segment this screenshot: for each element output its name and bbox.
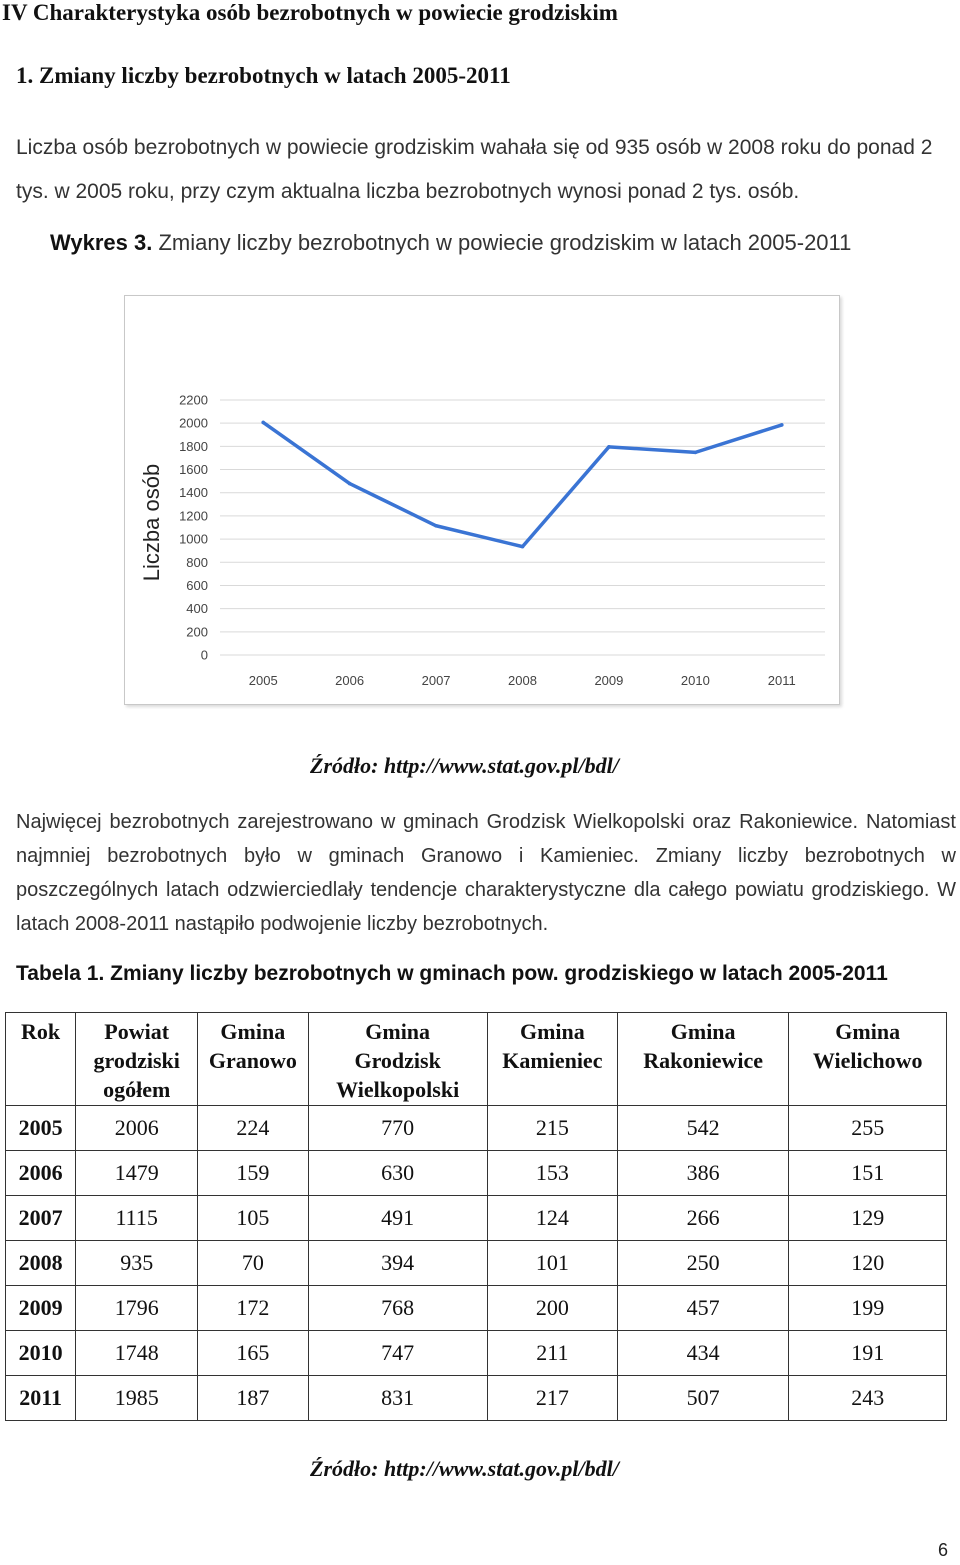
x-tick-label: 2007	[421, 673, 451, 688]
x-tick-label: 2006	[335, 673, 365, 688]
table-cell: 457	[617, 1286, 788, 1331]
table-cell: 394	[308, 1241, 487, 1286]
subsection-title: 1. Zmiany liczby bezrobotnych w latach 2005-2011	[16, 63, 511, 88]
table-header-line: Rok	[21, 1019, 61, 1044]
table-cell: 831	[308, 1376, 487, 1421]
table-cell: 187	[198, 1376, 308, 1421]
table-header-0	[6, 1013, 76, 1106]
table-header-row	[6, 1013, 947, 1106]
table-cell: 129	[789, 1196, 947, 1241]
table-cell-year: 2009	[6, 1286, 76, 1331]
table-cell: 151	[789, 1151, 947, 1196]
x-tick-label: 2011	[767, 673, 796, 688]
y-tick-label: 1600	[179, 462, 208, 478]
table-cell-year: 2011	[6, 1376, 76, 1421]
line-chart	[125, 296, 838, 703]
y-tick-label: 2200	[179, 392, 208, 408]
table-header-line: Gmina	[835, 1019, 901, 1044]
table-cell: 124	[487, 1196, 617, 1241]
section-title: IV Charakterystyka osób bezrobotnych w powiecie grodziskim	[2, 0, 618, 25]
table-cell: 1985	[76, 1376, 198, 1421]
table-header-line: Grodzisk	[354, 1048, 441, 1073]
table-header-line: ogółem	[103, 1077, 171, 1102]
data-point	[434, 524, 438, 528]
table-header-line: Granowo	[208, 1048, 297, 1073]
table-header-6	[789, 1013, 947, 1106]
table-body	[6, 1106, 947, 1421]
table-header-1	[76, 1013, 198, 1106]
table-row	[6, 1241, 947, 1286]
chart-frame	[124, 295, 840, 705]
table-cell-year: 2007	[6, 1196, 76, 1241]
x-tick-label: 2009	[594, 673, 624, 688]
y-tick-label: 1400	[179, 485, 208, 501]
table-cell: 101	[487, 1241, 617, 1286]
table-cell: 747	[308, 1331, 487, 1376]
table-cell: 2006	[76, 1106, 198, 1151]
unemployment-table	[5, 1012, 947, 1421]
table-cell: 1748	[76, 1331, 198, 1376]
table-row	[6, 1106, 947, 1151]
chart-caption-text: Zmiany liczby bezrobotnych w powiecie grodziskim w latach 2005-2011	[158, 230, 852, 255]
table-row	[6, 1331, 947, 1376]
table-header-5	[617, 1013, 788, 1106]
table-cell: 507	[617, 1376, 788, 1421]
table-header-line: Wielkopolski	[336, 1077, 460, 1102]
table-cell: 105	[198, 1196, 308, 1241]
table-header-line: Gmina	[220, 1019, 286, 1044]
table-header-line: Gmina	[365, 1019, 431, 1044]
table-cell: 768	[308, 1286, 487, 1331]
table-cell: 211	[487, 1331, 617, 1376]
y-axis-label: Liczba osób	[139, 463, 164, 582]
table-header-line: Gmina	[519, 1019, 585, 1044]
data-point	[780, 423, 784, 427]
table-cell: 1479	[76, 1151, 198, 1196]
table-cell: 191	[789, 1331, 947, 1376]
table-title: Tabela 1. Zmiany liczby bezrobotnych w gminach pow. grodziskiego w latach 2005-2011	[16, 962, 888, 985]
table-header-3	[308, 1013, 487, 1106]
table-cell: 199	[789, 1286, 947, 1331]
data-point	[261, 421, 265, 425]
y-tick-label: 400	[186, 601, 208, 617]
series-line	[263, 422, 782, 546]
y-tick-label: 1000	[179, 531, 208, 547]
y-tick-label: 200	[186, 624, 208, 640]
table-header-line: grodziski	[93, 1048, 180, 1073]
paragraph-gminy: Najwięcej bezrobotnych zarejestrowano w gminach Grodzisk Wielkopolski oraz Rakoniewice. Natomiast najmniej bezrobotnych było w gminach Granowo i Kamieniec. Zmiany liczby bezrobotnych w poszczególnych latach odzwierciedlały tendencje charakterystyczne dla całego powiatu grodziskiego. W latach 2008-2011 nastąpiło podwojenie liczby bezrobotnych.	[16, 811, 956, 935]
table-header-line: Rakoniewice	[643, 1048, 764, 1073]
table-header-line: Powiat	[104, 1019, 170, 1044]
table-row	[6, 1376, 947, 1421]
table-cell: 1115	[76, 1196, 198, 1241]
table-cell: 250	[617, 1241, 788, 1286]
table-header-2	[198, 1013, 308, 1106]
table-header-4	[487, 1013, 617, 1106]
table-header-line: Kamieniec	[502, 1048, 603, 1073]
table-cell: 1796	[76, 1286, 198, 1331]
table-cell: 159	[198, 1151, 308, 1196]
chart-source: Źródło: http://www.stat.gov.pl/bdl/	[310, 753, 619, 778]
table-cell: 200	[487, 1286, 617, 1331]
page-number: 6	[937, 1540, 948, 1560]
y-tick-label: 800	[186, 554, 208, 570]
table-cell: 215	[487, 1106, 617, 1151]
table-cell: 120	[789, 1241, 947, 1286]
data-point	[521, 545, 525, 549]
table-cell: 153	[487, 1151, 617, 1196]
table-row	[6, 1286, 947, 1331]
y-tick-label: 1200	[179, 508, 208, 524]
data-point	[607, 445, 611, 449]
table-cell: 70	[198, 1241, 308, 1286]
paragraph-intro: Liczba osób bezrobotnych w powiecie grodziskim wahała się od 935 osób w 2008 roku do ponad 2 tys. w 2005 roku, przy czym aktualna liczba bezrobotnych wynosi ponad 2 tys. osób.	[16, 136, 933, 203]
table-cell-year: 2008	[6, 1241, 76, 1286]
table-source: Źródło: http://www.stat.gov.pl/bdl/	[310, 1456, 619, 1481]
table-cell: 630	[308, 1151, 487, 1196]
table-cell: 935	[76, 1241, 198, 1286]
y-tick-label: 2000	[179, 415, 208, 431]
table-row	[6, 1151, 947, 1196]
table-row	[6, 1196, 947, 1241]
table-cell: 266	[617, 1196, 788, 1241]
table-cell: 217	[487, 1376, 617, 1421]
x-tick-label: 2005	[248, 673, 278, 688]
table-cell: 386	[617, 1151, 788, 1196]
table-cell-year: 2010	[6, 1331, 76, 1376]
table-cell-year: 2006	[6, 1151, 76, 1196]
y-tick-label: 1800	[179, 438, 208, 454]
table-cell: 491	[308, 1196, 487, 1241]
y-tick-label: 0	[200, 647, 208, 663]
table-header-line: Gmina	[670, 1019, 736, 1044]
table-cell: 165	[198, 1331, 308, 1376]
table-header-line: Wielichowo	[812, 1048, 923, 1073]
x-tick-label: 2010	[680, 673, 710, 688]
x-tick-label: 2008	[508, 673, 537, 688]
data-point	[694, 451, 698, 455]
table-cell-year: 2005	[6, 1106, 76, 1151]
y-tick-label: 600	[186, 577, 208, 593]
data-point	[348, 482, 352, 486]
table-cell: 172	[198, 1286, 308, 1331]
table-cell: 255	[789, 1106, 947, 1151]
table-cell: 224	[198, 1106, 308, 1151]
table-cell: 542	[617, 1106, 788, 1151]
chart-caption-label: Wykres 3.	[50, 230, 153, 255]
table-cell: 434	[617, 1331, 788, 1376]
chart-caption	[50, 230, 851, 256]
table-cell: 770	[308, 1106, 487, 1151]
table-cell: 243	[789, 1376, 947, 1421]
